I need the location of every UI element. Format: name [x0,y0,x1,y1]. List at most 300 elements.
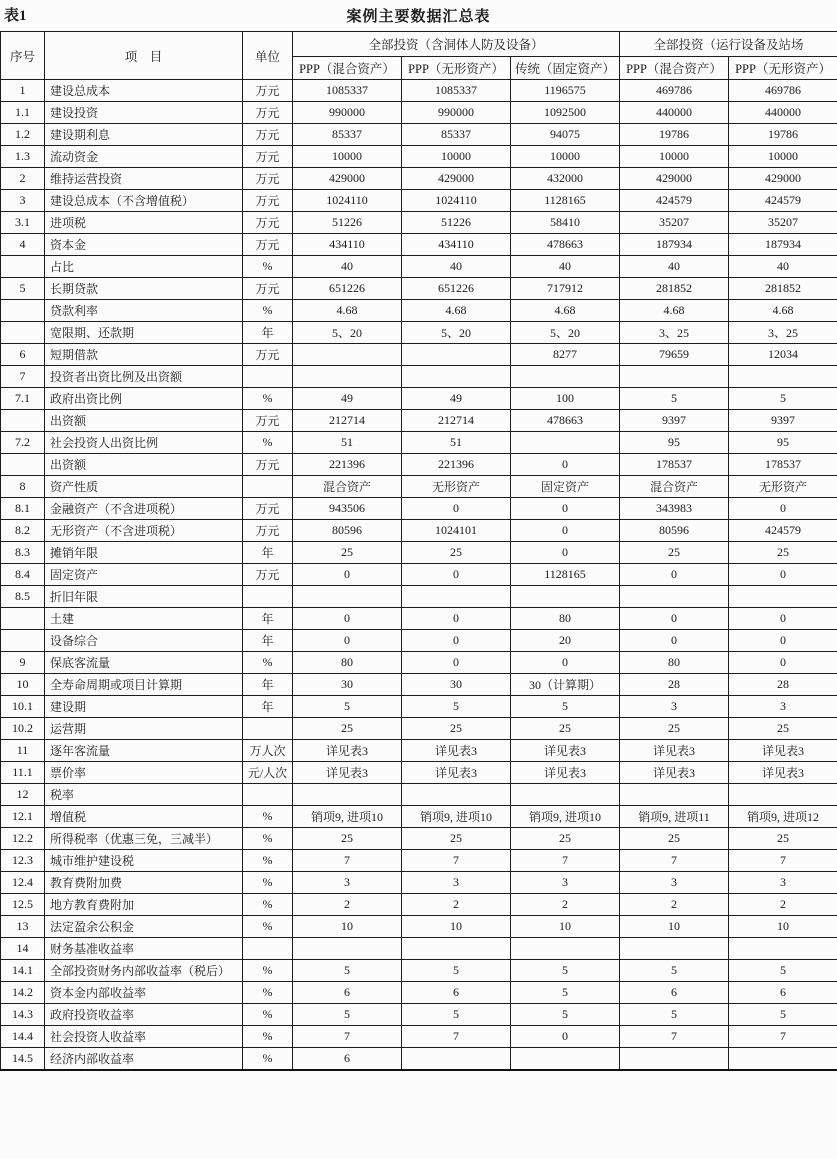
row-no: 14.1 [1,960,45,982]
row-item: 保底客流量 [45,652,243,674]
row-value: 0 [729,564,837,586]
row-item: 折旧年限 [45,586,243,608]
row-no: 12.4 [1,872,45,894]
table-row [1,762,837,784]
row-value: 1024110 [402,190,511,212]
table-row [1,454,837,476]
row-value: 5 [511,1004,620,1026]
row-value: 7 [293,850,402,872]
row-value: 0 [402,630,511,652]
row-value [729,784,837,806]
row-value: 3 [729,696,837,718]
row-item: 逐年客流量 [45,740,243,762]
row-value: 25 [620,828,729,850]
row-value [511,784,620,806]
row-unit: 万元 [243,190,293,212]
row-value [402,938,511,960]
row-value: 80 [511,608,620,630]
table-row [1,1026,837,1048]
row-value: 10000 [620,146,729,168]
row-unit: 万元 [243,80,293,102]
row-no: 10 [1,674,45,696]
row-value: 58410 [511,212,620,234]
header-subcol: PPP（无形资产） [402,57,511,80]
row-item: 设备综合 [45,630,243,652]
page-title: 案例主要数据汇总表 [346,9,491,25]
row-value [729,1048,837,1070]
row-value: 5 [729,1004,837,1026]
row-value: 990000 [293,102,402,124]
row-value: 7 [620,850,729,872]
row-item: 法定盈余公积金 [45,916,243,938]
row-value: 0 [511,498,620,520]
row-value: 343983 [620,498,729,520]
row-value: 25 [511,828,620,850]
row-value: 40 [511,256,620,278]
row-value: 25 [620,718,729,740]
table-row [1,476,837,498]
table-row [1,740,837,762]
row-value [729,586,837,608]
row-no: 3.1 [1,212,45,234]
row-no: 4 [1,234,45,256]
row-value: 80 [620,652,729,674]
row-value: 35207 [620,212,729,234]
table-row [1,938,837,960]
header-subcol: PPP（混合资产） [620,57,729,80]
row-no: 12.1 [1,806,45,828]
row-value: 详见表3 [729,762,837,784]
row-value: 无形资产 [402,476,511,498]
row-item: 全寿命周期或项目计算期 [45,674,243,696]
row-value: 混合资产 [620,476,729,498]
row-value [620,366,729,388]
row-value: 9397 [729,410,837,432]
row-no: 9 [1,652,45,674]
row-value [511,938,620,960]
row-no [1,322,45,344]
row-item: 无形资产（不含进项税） [45,520,243,542]
row-no: 3 [1,190,45,212]
row-value: 19786 [620,124,729,146]
row-value: 40 [402,256,511,278]
row-value: 5、20 [511,322,620,344]
row-no: 12 [1,784,45,806]
row-value: 4.68 [402,300,511,322]
row-value [293,586,402,608]
row-value: 5 [511,982,620,1004]
row-no: 12.2 [1,828,45,850]
row-no: 11.1 [1,762,45,784]
row-value: 10 [620,916,729,938]
row-item: 城市维护建设税 [45,850,243,872]
row-value: 0 [293,564,402,586]
row-value: 10 [402,916,511,938]
row-value [402,784,511,806]
row-value: 2 [729,894,837,916]
row-value: 3 [729,872,837,894]
row-value: 6 [293,1048,402,1070]
row-value: 178537 [620,454,729,476]
row-value: 469786 [729,80,837,102]
row-value: 7 [729,1026,837,1048]
row-no: 14.3 [1,1004,45,1026]
row-value [729,938,837,960]
row-value: 0 [729,498,837,520]
row-value: 281852 [729,278,837,300]
row-value: 3 [293,872,402,894]
row-value: 25 [511,718,620,740]
row-unit: % [243,960,293,982]
row-value: 40 [620,256,729,278]
row-value: 440000 [620,102,729,124]
row-unit: % [243,432,293,454]
row-value: 943506 [293,498,402,520]
row-no [1,410,45,432]
row-unit: 万元 [243,124,293,146]
row-value: 5、20 [402,322,511,344]
row-no: 8.5 [1,586,45,608]
row-value [293,938,402,960]
table-row [1,1048,837,1070]
table-row [1,168,837,190]
row-value: 0 [402,608,511,630]
row-value: 221396 [402,454,511,476]
row-unit: 年 [243,608,293,630]
row-item: 流动资金 [45,146,243,168]
row-value: 28 [729,674,837,696]
row-value: 95 [620,432,729,454]
row-value: 5 [511,960,620,982]
row-unit: 万元 [243,278,293,300]
row-value: 1085337 [293,80,402,102]
row-no: 8.2 [1,520,45,542]
row-value: 30（计算期） [511,674,620,696]
row-unit: 年 [243,630,293,652]
row-item: 出资额 [45,454,243,476]
row-value: 5 [729,388,837,410]
row-unit: 年 [243,322,293,344]
table-row [1,300,837,322]
row-value: 0 [402,564,511,586]
row-unit: 万元 [243,410,293,432]
row-no: 1.1 [1,102,45,124]
row-value: 0 [511,542,620,564]
row-no: 5 [1,278,45,300]
row-unit [243,476,293,498]
table-row [1,542,837,564]
row-value: 429000 [402,168,511,190]
table-row [1,520,837,542]
row-unit: 万元 [243,564,293,586]
header-subcol: 传统（固定资产） [511,57,620,80]
row-no [1,454,45,476]
row-no: 8 [1,476,45,498]
row-value: 0 [620,608,729,630]
row-no: 14.5 [1,1048,45,1070]
row-unit [243,586,293,608]
row-value: 20 [511,630,620,652]
row-value [729,366,837,388]
row-unit [243,938,293,960]
row-value [402,586,511,608]
row-value: 7 [402,850,511,872]
row-unit: 年 [243,696,293,718]
row-value: 1085337 [402,80,511,102]
row-value [620,784,729,806]
row-value: 434110 [293,234,402,256]
row-no: 14 [1,938,45,960]
row-value: 混合资产 [293,476,402,498]
row-item: 金融资产（不含进项税） [45,498,243,520]
row-value: 49 [293,388,402,410]
row-value: 1128165 [511,564,620,586]
table-row [1,850,837,872]
table-row [1,80,837,102]
row-value: 9397 [620,410,729,432]
row-item: 政府出资比例 [45,388,243,410]
row-value: 3 [511,872,620,894]
table-row [1,278,837,300]
table-row [1,190,837,212]
row-value: 10000 [293,146,402,168]
row-item: 建设期利息 [45,124,243,146]
row-unit: 万元 [243,498,293,520]
row-value [402,366,511,388]
row-unit: % [243,1048,293,1070]
row-no: 12.5 [1,894,45,916]
table-row [1,564,837,586]
row-value: 85337 [402,124,511,146]
row-value: 详见表3 [511,740,620,762]
row-value: 详见表3 [293,740,402,762]
row-value: 178537 [729,454,837,476]
row-value: 5 [511,696,620,718]
row-value: 221396 [293,454,402,476]
row-no: 1 [1,80,45,102]
row-item: 经济内部收益率 [45,1048,243,1070]
row-unit [243,718,293,740]
row-value: 30 [293,674,402,696]
row-unit: 万元 [243,102,293,124]
row-value: 5 [402,696,511,718]
row-value: 35207 [729,212,837,234]
row-value: 25 [729,718,837,740]
row-value: 440000 [729,102,837,124]
row-value: 销项9, 进项10 [293,806,402,828]
row-value: 2 [293,894,402,916]
row-unit: 年 [243,542,293,564]
row-value: 8277 [511,344,620,366]
row-value: 固定资产 [511,476,620,498]
table-row [1,498,837,520]
row-value: 详见表3 [729,740,837,762]
row-value: 销项9, 进项11 [620,806,729,828]
row-no: 8.1 [1,498,45,520]
row-value: 478663 [511,410,620,432]
row-unit: 万元 [243,234,293,256]
row-value: 424579 [620,190,729,212]
row-item: 占比 [45,256,243,278]
row-value: 478663 [511,234,620,256]
row-value: 5 [293,696,402,718]
row-unit: % [243,872,293,894]
table-row [1,916,837,938]
row-value: 717912 [511,278,620,300]
header-group-row [1,32,837,57]
row-value: 1128165 [511,190,620,212]
table-row [1,212,837,234]
row-item: 所得税率（优惠三免，三减半） [45,828,243,850]
row-item: 出资额 [45,410,243,432]
row-no: 7.2 [1,432,45,454]
row-no: 2 [1,168,45,190]
row-value: 6 [293,982,402,1004]
table-row [1,608,837,630]
row-value: 79659 [620,344,729,366]
row-value: 25 [402,718,511,740]
row-value: 187934 [620,234,729,256]
row-value: 434110 [402,234,511,256]
row-value: 0 [511,520,620,542]
header-group-2: 全部投资（运行设备及站场 [620,32,837,57]
row-item: 建设投资 [45,102,243,124]
table-row [1,718,837,740]
table-row [1,806,837,828]
table-row [1,146,837,168]
row-value: 5 [729,960,837,982]
row-value: 详见表3 [402,762,511,784]
table-label: 表1 [4,8,27,24]
row-value: 2 [402,894,511,916]
row-value: 80 [293,652,402,674]
table-row [1,960,837,982]
row-unit: % [243,256,293,278]
row-value: 212714 [402,410,511,432]
row-value [620,938,729,960]
row-no: 7 [1,366,45,388]
row-value: 19786 [729,124,837,146]
table-row [1,630,837,652]
table-row [1,366,837,388]
row-value: 7 [620,1026,729,1048]
row-value: 25 [402,828,511,850]
row-value: 3、25 [620,322,729,344]
row-value: 4.68 [293,300,402,322]
row-value: 销项9, 进项12 [729,806,837,828]
row-item: 投资者出资比例及出资额 [45,366,243,388]
row-value: 0 [620,564,729,586]
row-item: 票价率 [45,762,243,784]
row-value: 80596 [620,520,729,542]
table-row [1,674,837,696]
row-value: 0 [402,498,511,520]
row-value: 5 [293,960,402,982]
row-item: 地方教育费附加 [45,894,243,916]
row-no: 11 [1,740,45,762]
row-value: 424579 [729,190,837,212]
row-value: 7 [729,850,837,872]
table-row [1,982,837,1004]
row-value: 429000 [620,168,729,190]
row-value: 25 [293,828,402,850]
row-value: 6 [402,982,511,1004]
row-value: 100 [511,388,620,410]
row-value: 3 [620,696,729,718]
row-value: 94075 [511,124,620,146]
row-item: 全部投资财务内部收益率（税后） [45,960,243,982]
row-item: 长期贷款 [45,278,243,300]
row-value: 424579 [729,520,837,542]
row-value: 85337 [293,124,402,146]
row-item: 政府投资收益率 [45,1004,243,1026]
row-no: 8.4 [1,564,45,586]
row-value: 0 [402,652,511,674]
row-value: 80596 [293,520,402,542]
row-value: 5 [293,1004,402,1026]
row-value: 990000 [402,102,511,124]
row-no: 10.1 [1,696,45,718]
row-value: 0 [729,652,837,674]
row-value: 1024101 [402,520,511,542]
row-value: 10000 [402,146,511,168]
row-value: 4.68 [511,300,620,322]
row-value: 0 [511,652,620,674]
row-value: 1092500 [511,102,620,124]
row-item: 资本金 [45,234,243,256]
row-value [293,366,402,388]
row-value: 5 [620,388,729,410]
header-col-item: 项 目 [45,32,243,80]
row-no: 1.2 [1,124,45,146]
row-value: 25 [729,542,837,564]
row-value [620,1048,729,1070]
table-row [1,388,837,410]
table-row [1,256,837,278]
table-row [1,872,837,894]
row-value: 651226 [293,278,402,300]
row-no [1,630,45,652]
row-unit: % [243,850,293,872]
row-no [1,608,45,630]
row-value: 0 [293,630,402,652]
row-value: 28 [620,674,729,696]
row-value: 3 [402,872,511,894]
row-item: 贷款利率 [45,300,243,322]
row-value: 0 [729,608,837,630]
row-value: 10 [293,916,402,938]
row-unit: 万元 [243,168,293,190]
row-value: 1024110 [293,190,402,212]
row-no: 10.2 [1,718,45,740]
row-value [293,344,402,366]
row-value: 51 [402,432,511,454]
row-item: 宽限期、还款期 [45,322,243,344]
row-item: 资产性质 [45,476,243,498]
row-value: 详见表3 [402,740,511,762]
table-row [1,586,837,608]
row-value: 51226 [293,212,402,234]
table-row [1,322,837,344]
table-row [1,234,837,256]
header-col-no: 序号 [1,32,45,80]
row-value: 销项9, 进项10 [511,806,620,828]
row-no: 13 [1,916,45,938]
row-value [402,1048,511,1070]
row-value: 281852 [620,278,729,300]
table-row [1,1004,837,1026]
row-unit: % [243,652,293,674]
